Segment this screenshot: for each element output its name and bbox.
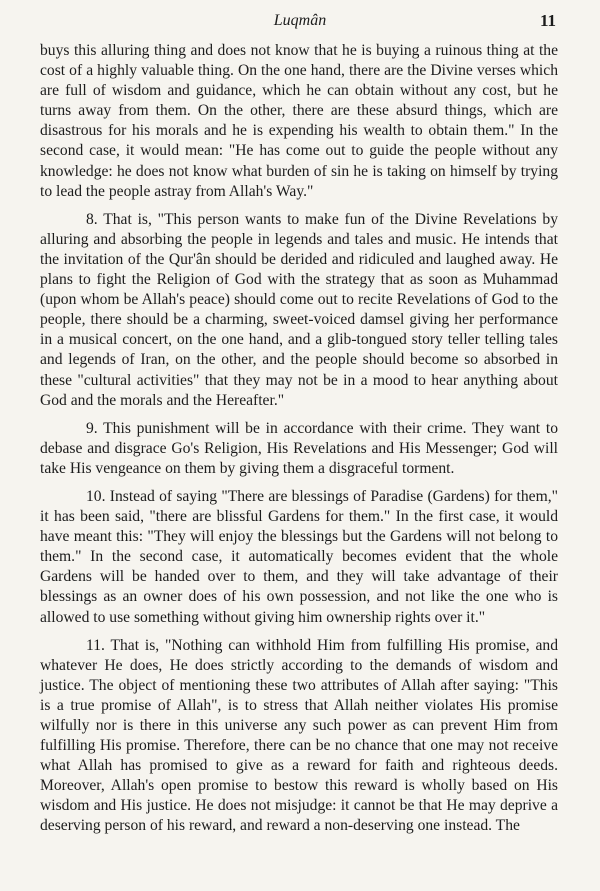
- paragraph-continuation: buys this alluring thing and does not know that he is buying a ruinous thing at the cost of a highly valuable thing. On the one hand, there are the Divine verses which are full of wisdom and guidance, which he can obtain without any cost, but he turns away from them. On the other, there are these absurd things, which are disastrous for his morals and he is expending his wealth to obtain them." In the second case, it would mean: "He has come out to guide the people without any knowledge: he does not know what burden of sin he is taking on himself by trying to lead the people astray from Allah's Way.": [40, 42, 558, 200]
- page-number: 11: [539, 11, 556, 30]
- page-header: [0, 8, 600, 36]
- note-9-paragraph: 9. This punishment will be in accordance with their crime. They want to debase and disgrace Go's Religion, His Revelations and His Messenger; God will take His vengeance on them by giving them a disgraceful torment.: [40, 419, 558, 477]
- note-8-paragraph: 8. That is, "This person wants to make fun of the Divine Revelations by alluring and absorbing the people in legends and tales and music. He intends that the invitation of the Qur'ân should be derided and ridiculed and laughed away. He plans to fight the Religion of God with the strategy that as soon as Muhammad (upon whom be Allah's peace) should come out to recite Revelations of God to the people, there should be a charming, sweet-voiced damsel giving her performance in a musical concert, on the one hand, and a glib-tongued story teller telling tales and legends of Iran, on the other, and the people should become so absorbed in these "cultural activities" that they may not be in a mood to hear anything about God and the morals and the Hereafter.": [40, 210, 558, 409]
- note-11-paragraph: 11. That is, "Nothing can withhold Him from fulfilling His promise, and whatever He does, He does strictly according to the demands of wisdom and justice. The object of mentioning these two attributes of Allah after saying: "This is a true promise of Allah", is to stress that Allah neither violates His promise wilfully nor is there in this universe any such power as can prevent Him from fulfilling His promise. Therefore, there can be no chance that one may not receive what Allah has promised to give as a reward for faith and righteous deeds. Moreover, Allah's open promise to bestow this reward is wholly based on His wisdom and His justice. He does not misjudge: it cannot be that He may deprive a deserving person of his reward, and reward a non-deserving one instead. The: [40, 636, 558, 835]
- note-10-paragraph: 10. Instead of saying "There are blessings of Paradise (Gardens) for them," it has been said, "there are blissful Gardens for them." In the first case, it would have meant this: "They will enjoy the blessings but the Gardens will not belong to them." In the second case, it automatically becomes evident that the whole Gardens will be handed over to them, and they will take advantage of their blessings as an owner does of his own possession, and not like the one who is allowed to use something without giving him ownership rights over it.": [40, 487, 558, 626]
- running-title: Luqmân: [273, 12, 327, 29]
- page-body: [40, 41, 558, 845]
